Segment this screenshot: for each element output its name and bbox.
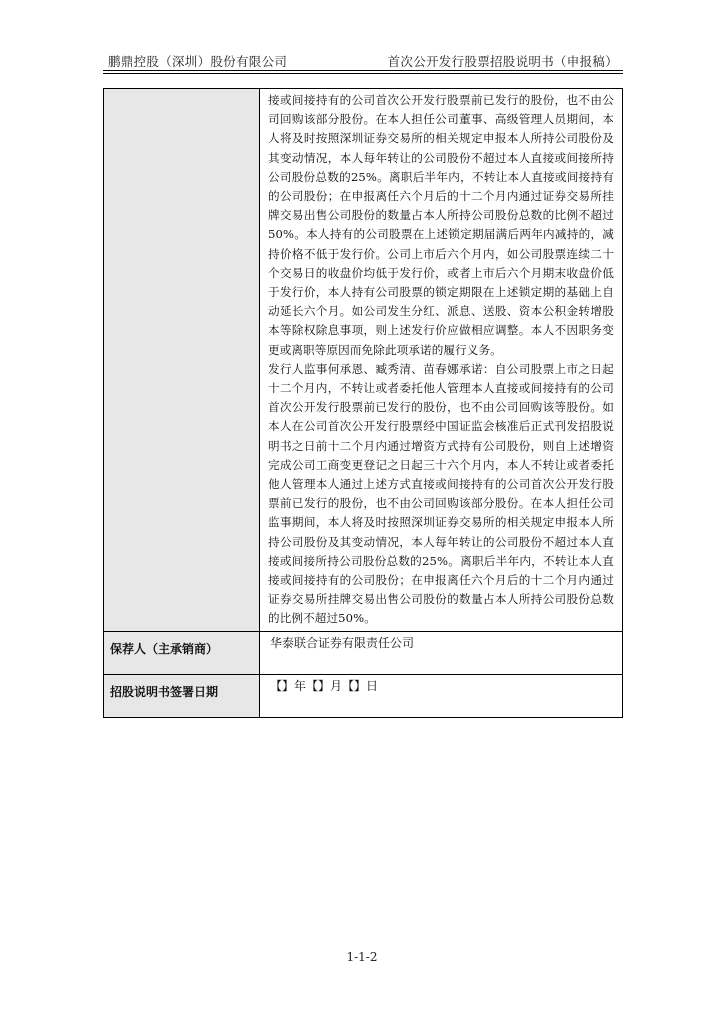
signing-date-label: 招股说明书签署日期 [104, 674, 260, 717]
prospectus-info-table [103, 88, 623, 718]
commitment-paragraph-directors: 接或间接持有的公司首次公开发行股票前已发行的股份，也不由公司回购该部分股份。在本人担任公司董事、高级管理人员期间，本人将及时按照深圳证券交易所的相关规定申报本人所持公司股份及其变动情况，本人每年转让的公司股份不超过本人直接或间接所持公司股份总数的25%。离职后半年内，不转让本人直接或间接持有的公司股份；在申报离任六个月后的十二个月内通过证券交易所挂牌交易出售公司股份的数量占本人所持公司股份总数的比例不超过50%。本人持有的公司股票在上述锁定期届满后两年内减持的，减持价格不低于发行价。公司上市后六个月内，如公司股票连续二十个交易日的收盘价均低于发行价，或者上市后六个月期末收盘价低于发行价，本人持有公司股票的锁定期限在上述锁定期的基础上自动延长六个月。如公司发生分红、派息、送股、资本公积金转增股本等除权除息事项，则上述发行价应做相应调整。本人不因职务变更或离职等原因而免除此项承诺的履行义务。 [268, 93, 614, 357]
header-document-title: 首次公开发行股票招股说明书（申报稿） [387, 54, 618, 69]
signing-date-row [104, 674, 623, 717]
commitment-content-cell [260, 89, 623, 632]
commitment-row [104, 89, 623, 632]
sponsor-row [104, 631, 623, 674]
sponsor-value: 华泰联合证券有限责任公司 [260, 631, 623, 674]
commitment-label-cell [104, 89, 260, 632]
header-company-name: 鹏鼎控股（深圳）股份有限公司 [108, 54, 288, 69]
commitment-paragraph-supervisors: 发行人监事何承恩、臧秀清、苗春娜承诺：自公司股票上市之日起十二个月内，不转让或者委托他人管理本人直接或间接持有的公司首次公开发行股票前已发行的股份，也不由公司回购该等股份。如本人在公司首次公开发行股票经中国证监会核准后正式刊发招股说明书之日前十二个月内通过增资方式持有公司股份，则自上述增资完成公司工商变更登记之日起三十六个月内，本人不转让或者委托他人管理本人通过上述方式直接或间接持有的公司首次公开发行股票前已发行的股份，也不由公司回购该部分股份。在本人担任公司监事期间，本人将及时按照深圳证券交易所的相关规定申报本人所持公司股份及其变动情况，本人每年转让的公司股份不超过本人直接或间接所持公司股份总数的25%。离职后半年内，不转让本人直接或间接持有的公司股份；在申报离任六个月后的十二个月内通过证券交易所挂牌交易出售公司股份的数量占本人所持公司股份总数的比例不超过50%。 [268, 361, 614, 626]
page-number: 1-1-2 [346, 950, 378, 964]
signing-date-value: 【】年【】月【】日 [260, 674, 623, 717]
header-rule-thin [103, 73, 623, 74]
header-rule-thick [103, 70, 623, 71]
sponsor-label: 保荐人（主承销商） [104, 631, 260, 674]
